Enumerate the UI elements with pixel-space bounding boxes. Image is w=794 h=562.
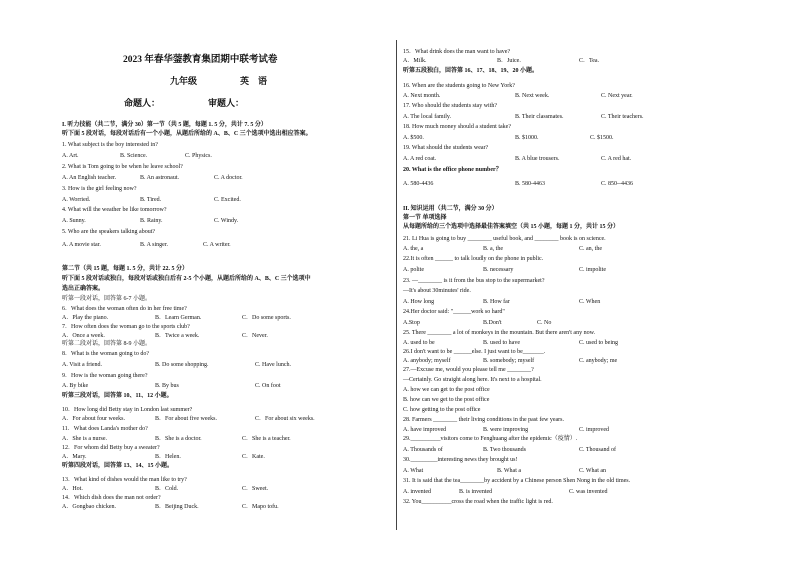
question-16: 16. When are the students going to New York? [403, 83, 515, 89]
q23-option-c: C. When [579, 299, 601, 305]
q17-option-c: C. Their teachers. [601, 114, 644, 120]
q10-option-a: A．For about four weeks. [62, 416, 125, 422]
q18-option-a: A. $500. [403, 135, 424, 141]
q29-option-b: B. Two thousands [483, 447, 526, 453]
q4-option-b: B. Rainy. [140, 218, 163, 224]
q24-option-a: A.Stop [403, 320, 420, 326]
q31-option-a: A. invented [403, 489, 431, 495]
q3-option-c: C. Excited. [214, 197, 241, 203]
q2-option-b: B. An astronaut. [140, 175, 179, 181]
q17-option-a: A. The local family. [403, 114, 451, 120]
q21-option-b: B. a, the [483, 246, 503, 252]
q16-option-a: A. Next month. [403, 93, 441, 99]
q10-option-c: C．For about six weeks. [255, 416, 315, 422]
q26-option-a: A. anybody; myself [403, 358, 451, 364]
question-15: 15．What drink does the man want to have? [403, 49, 511, 55]
q3-option-a: A. Worried. [62, 197, 91, 203]
q7-option-a: A．Once a week. [62, 333, 105, 339]
dialogue-2-label: 听第二段对话，回答第 8-9 小题。 [62, 341, 151, 347]
question-5: 5. Who are the speakers talking about? [62, 229, 156, 235]
question-21: 21. Li Hua is going to buy ________ useful book, and ________ book is on science. [403, 236, 606, 242]
q19-option-c: C. A red hat. [601, 156, 632, 162]
q15-option-a: A．Milk. [403, 58, 427, 64]
setter-label: 命题人： [124, 98, 161, 108]
section3-instructions: 从每题所给的三个选项中选择最佳答案填空（共 15 小题，每题 1 分，共计 15 分） [403, 224, 620, 230]
q29-option-a: A. Thousands of [403, 447, 443, 453]
q24-option-c: C. No [537, 320, 552, 326]
q9-option-c: C. On foot [255, 383, 281, 389]
subject-label: 英 语 [240, 76, 268, 86]
q12-option-b: B．Helen. [155, 454, 181, 460]
question-12: 12．For whom did Betty buy a sweater? [62, 445, 160, 451]
q22-option-a: A. polite [403, 267, 424, 273]
q28-option-c: C. improved [579, 427, 609, 433]
q31-option-c: C. was invented [569, 489, 608, 495]
question-32: 32. You__________cross the road when the traffic light is red. [403, 499, 553, 505]
dialogue-3-label: 听第三段对话，回答第 10、11、12 小题。 [62, 393, 173, 399]
question-7: 7．How often does the woman go to the sports club? [62, 324, 190, 330]
question-17: 17. Who should the students stay with? [403, 103, 498, 109]
q30-option-c: C. What an [579, 468, 607, 474]
q28-option-b: B. were improving [483, 427, 529, 433]
section2-instructions-1: 听下面 5 段对话或独白，每段对话或独白后有 2-5 个小题，从题后所给的 A、B、C 三个选项中 [62, 276, 311, 282]
q10-option-b: B．For about five weeks. [155, 416, 217, 422]
question-1: 1. What subject is the boy interested in? [62, 142, 158, 148]
question-14: 14．Which dish does the man not order? [62, 495, 161, 501]
q23-option-b: B. How far [483, 299, 510, 305]
q6-option-a: A．Play the piano. [62, 315, 109, 321]
q6-option-c: C．Do some sports. [242, 315, 291, 321]
question-19: 19. What should the students wear? [403, 145, 489, 151]
question-18: 18. How much money should a student take? [403, 124, 511, 130]
q29-option-c: C. Thousand of [579, 447, 617, 453]
q22-option-c: C. impolite [579, 267, 606, 273]
q26-option-c: C. anybody; me [579, 358, 618, 364]
q18-option-b: B. $1000. [515, 135, 539, 141]
q13-option-b: B．Cold. [155, 486, 179, 492]
dialogue-5-label: 听第五段独白，回答第 16、17、18、19、20 小题。 [403, 68, 539, 74]
section2-title: 第二节（共 15 题，每题 1. 5 分，共计 22. 5 分） [62, 266, 189, 272]
q15-option-b: B．Juice. [497, 58, 521, 64]
q17-option-b: B. Their classmates. [515, 114, 564, 120]
q4-option-a: A. Sunny. [62, 218, 86, 224]
question-29: 29.__________visitors come to Fenghuang after the epidemic（疫情）. [403, 436, 578, 442]
question-22: 22.It is often ______ to talk loudly on the phone in public. [403, 256, 544, 262]
question-9: 9．How is the woman going there? [62, 373, 148, 379]
q14-option-b: B．Beijing Duck. [155, 504, 199, 510]
q8-option-a: A. Visit a friend. [62, 362, 103, 368]
q5-option-b: B. A singer. [140, 242, 169, 248]
question-20: 20. What is the office phone number？ [403, 167, 502, 173]
q24-option-b: B.Don't [483, 320, 502, 326]
q27-option-a: A. how we can get to the post office [403, 387, 490, 393]
question-2: 2. What is Tom going to be when he leave school? [62, 164, 183, 170]
question-10: 10．How long did Betty stay in London last summer? [62, 407, 193, 413]
section2-instructions-2: 选出正确答案。 [62, 286, 105, 292]
q27-option-b: B. how can we get to the post office [403, 397, 490, 403]
question-30: 30._________interesting news they brought us! [403, 457, 518, 463]
q6-option-b: B．Learn German. [155, 315, 202, 321]
dialogue-1-label: 听第一段对话，回答第 6-7 小题。 [62, 296, 151, 302]
question-27-reply: —Certainly. Go straight along here. It's next to a hospital. [403, 377, 542, 383]
section1-instructions: 听下面 5 段对话，每段对话后有一个小题，从题后所给的 A、B、C 三个选项中选出相应答案。 [62, 131, 312, 137]
q28-option-a: A. have improved [403, 427, 447, 433]
q12-option-a: A．Mary. [62, 454, 87, 460]
q23-option-a: A. How long [403, 299, 435, 305]
q19-option-b: B. A blue trousers. [515, 156, 560, 162]
q20-option-b: B. 580-4463 [515, 181, 545, 187]
question-26: 26.I don't want to be ______else. I just want to be_______. [403, 349, 546, 355]
q9-option-b: B. By bus [155, 383, 179, 389]
q9-option-a: A. By bike [62, 383, 89, 389]
q12-option-c: C．Kate. [242, 454, 265, 460]
section1-title: I. 听力技能（共二节，满分 30）第一节（共 5 题，每题 1. 5 分，共计 7. 5 分） [62, 122, 267, 128]
q7-option-c: C．Never. [242, 333, 268, 339]
question-3: 3. How is the girl feeling now? [62, 186, 137, 192]
question-28: 28. Farmers ________ their living conditions in the past few years. [403, 417, 564, 423]
q30-option-b: B. What a [497, 468, 522, 474]
q2-option-c: C. A doctor. [214, 175, 243, 181]
q15-option-c: C．Tea. [579, 58, 600, 64]
section3-part: 第一节 单项选择 [403, 215, 447, 221]
q8-option-b: B. Do some shopping. [155, 362, 209, 368]
reviewer-label: 审题人： [208, 98, 245, 108]
q7-option-b: B．Twice a week. [155, 333, 200, 339]
q3-option-b: B. Tired. [140, 197, 162, 203]
q30-option-a: A. What [403, 468, 424, 474]
grade-label: 九年级 [170, 76, 198, 86]
q25-option-a: A. used to be [403, 340, 435, 346]
question-4: 4. What will the weather be like tomorrow? [62, 207, 167, 213]
q13-option-a: A．Hot. [62, 486, 83, 492]
q19-option-a: A. A red coat. [403, 156, 437, 162]
q21-option-c: C. an, the [579, 246, 602, 252]
exam-title: 2023 年春华蓥教育集团期中联考试卷 [123, 55, 278, 65]
q5-option-a: A. A movie star. [62, 242, 101, 248]
q25-option-c: C. used to being [579, 340, 618, 346]
q11-option-c: C．She is a teacher. [242, 436, 291, 442]
question-13: 13．What kind of dishes would the man like to try? [62, 477, 187, 483]
q20-option-c: C. 850--4436 [601, 181, 633, 187]
q5-option-c: C. A writer. [203, 242, 231, 248]
q16-option-c: C. Next year. [601, 93, 633, 99]
question-24: 24.Her doctor said: "______work so hard" [403, 309, 505, 315]
q11-option-b: B．She is a doctor. [155, 436, 202, 442]
dialogue-4-label: 听第四段对话，回答第 13、14、15 小题。 [62, 463, 174, 469]
question-11: 11．What does Landa's mother do? [62, 426, 148, 432]
q25-option-b: B. used to have [483, 340, 520, 346]
q27-option-c: C. how getting to the post office [403, 407, 481, 413]
q1-option-c: C. Physics. [185, 153, 212, 159]
q31-option-b: B. is invented [459, 489, 493, 495]
q26-option-b: B. somebody; myself [483, 358, 535, 364]
question-31: 31. It is said that the tea________by accident by a Chinese person Shen Nong in the old times. [403, 478, 631, 484]
question-23-reply: —It's about 30minutes' ride. [403, 288, 471, 294]
q1-option-b: B. Science. [120, 153, 148, 159]
q2-option-a: A. An English teacher. [62, 175, 117, 181]
q8-option-c: C. Have lunch. [255, 362, 291, 368]
column-divider [396, 40, 397, 530]
question-6: 6．What does the woman often do in her free time? [62, 306, 187, 312]
question-25: 25. There ________ a lot of monkeys in the mountain. But there aren't any now. [403, 330, 596, 336]
q22-option-b: B. necessary [483, 267, 514, 273]
question-27: 27.—Excuse me, would you please tell me ________? [403, 367, 534, 373]
q14-option-a: A．Gongbao chicken. [62, 504, 116, 510]
q13-option-c: C．Sweet. [242, 486, 269, 492]
question-8: 8．What is the woman going to do? [62, 351, 149, 357]
q14-option-c: C．Mapo tofu. [242, 504, 279, 510]
q20-option-a: A. 580-4436 [403, 181, 434, 187]
q11-option-a: A．She is a nurse. [62, 436, 107, 442]
q18-option-c: C. $1500. [590, 135, 614, 141]
q16-option-b: B. Next week. [515, 93, 550, 99]
section3-title: II. 知识运用（共二节，满分 30 分） [403, 206, 498, 212]
q1-option-a: A. Art. [62, 153, 79, 159]
q4-option-c: C. Windy. [214, 218, 239, 224]
q21-option-a: A. the, a [403, 246, 424, 252]
question-23: 23. —________ is it from the bus stop to the supermarket? [403, 278, 545, 284]
